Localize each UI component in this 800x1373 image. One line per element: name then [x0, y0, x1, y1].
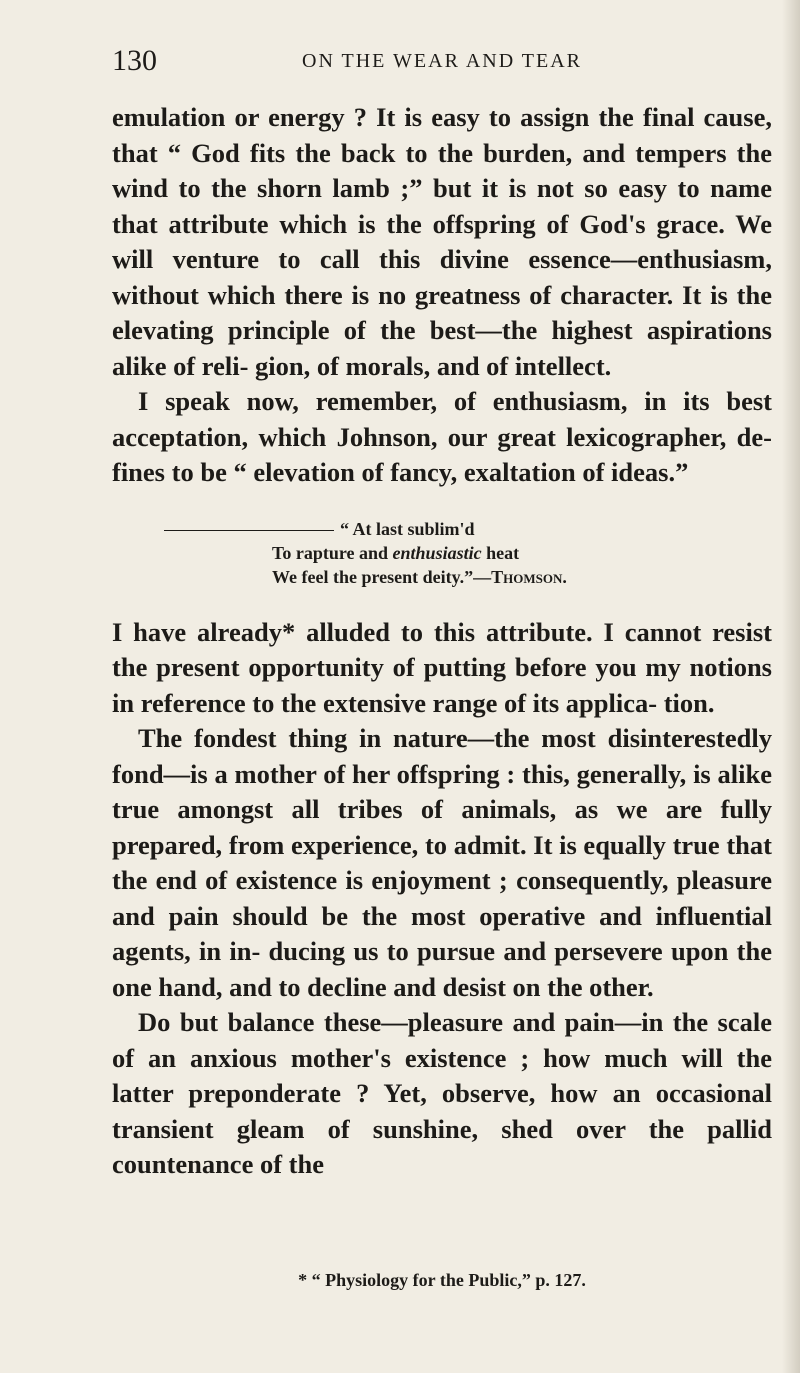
quote-attribution: Thomson. — [491, 566, 567, 587]
page-number: 130 — [112, 44, 157, 77]
body-text — [112, 100, 772, 1183]
paragraph: I speak now, remember, of enthusiasm, in its best acceptation, which Johnson, our great lexicographer, de- fines to be “ elevation of fancy, exaltation of ideas.” — [112, 386, 772, 487]
paragraph: emulation or energy ? It is easy to assign the final cause, that “ God fits the back to the burden, and tempers the wind to the shorn lamb ;” but it is not so easy to name that attribute which is the offspring of God's grace. We will venture to call this divine essence—enthusiasm, without which there is no greatness of character. It is the elevating principle of the best—the highest aspirations alike of reli- gion, of morals, and of intellect. — [112, 102, 772, 381]
page-edge-shadow — [782, 0, 800, 1373]
quote-line: “ At last sublim'd — [272, 517, 772, 541]
quote-emphasis: enthusiastic — [392, 542, 482, 563]
running-title: ON THE WEAR AND TEAR — [302, 50, 582, 72]
quote-dash — [164, 530, 334, 531]
quote-line: To rapture and enthusiastic heat — [272, 542, 520, 563]
block-quote — [112, 517, 772, 589]
footnote: * “ Physiology for the Public,” p. 127. — [298, 1270, 586, 1290]
page-header — [112, 44, 772, 84]
quote-line: We feel the present deity.”—Thomson. — [272, 566, 567, 587]
paragraph: Do but balance these—pleasure and pain—in the scale of an anxious mother's existence ; how much will the latter preponderate ? Yet, observe, how an occasional transient gleam of sunshine, shed over the pallid countenance of the — [112, 1007, 772, 1179]
paragraph: I have already* alluded to this attribute. I cannot resist the present opportunity of putting before you my notions in reference to the extensive range of its applica- tion. — [112, 616, 772, 718]
paragraph: The fondest thing in nature—the most disinterestedly fond—is a mother of her offspring : this, generally, is alike true amongst all tribes of animals, as we are fully prepared, from experience, to admit. It is equally true that the end of existence is enjoyment ; consequently, pleasure and pain should be the most operative and influential agents, in in- ducing us to pursue and persevere upon the one hand, and to decline and desist on the other. — [112, 723, 772, 1002]
